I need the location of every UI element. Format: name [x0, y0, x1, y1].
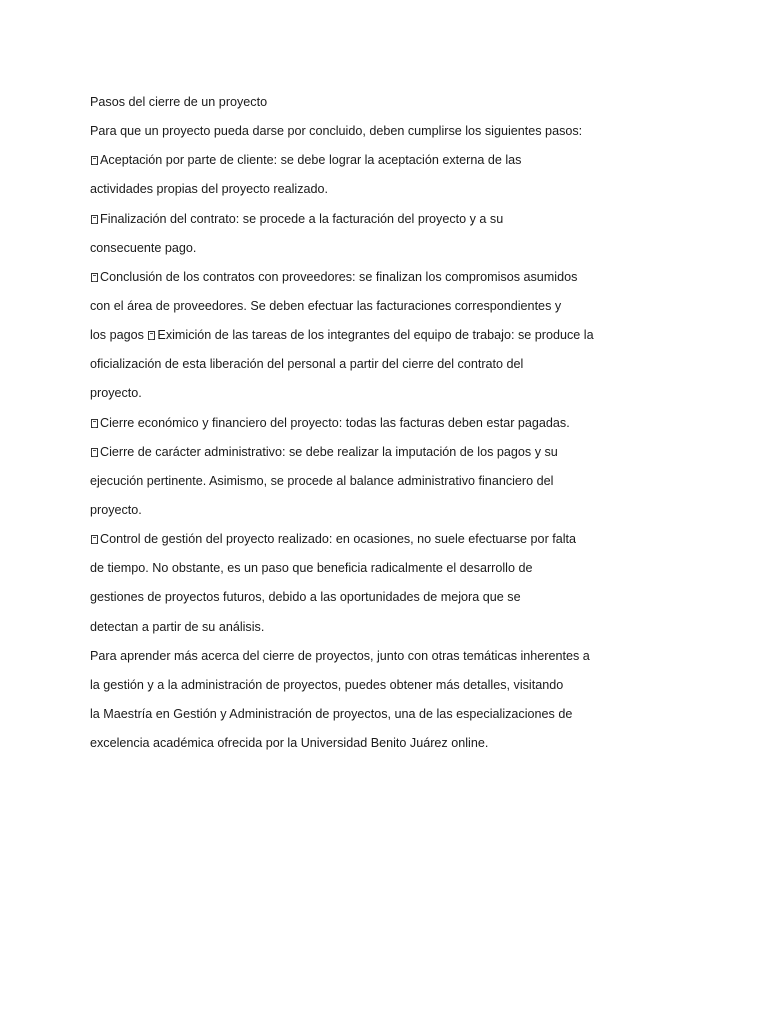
step-economic-line	[90, 409, 730, 438]
step-administrative-text: Cierre de carácter administrativo: se debe realizar la imputación de los pagos y su	[100, 444, 558, 459]
closing-paragraph-line: Para aprender más acerca del cierre de proyectos, junto con otras temáticas inherentes a	[90, 648, 590, 663]
unknown-glyph-box-icon	[91, 156, 98, 165]
intro-line: Para que un proyecto pueda darse por concluido, deben cumplirse los siguientes pasos:	[90, 124, 583, 139]
closing-paragraph-line: la Maestría en Gestión y Administración de proyectos, una de las especializaciones de	[90, 706, 573, 721]
step-suppliers-line	[90, 263, 730, 292]
step-team-line	[90, 321, 730, 350]
step-control-line	[90, 525, 730, 554]
payments-text: los pagos	[90, 328, 144, 343]
unknown-glyph-box-icon	[91, 273, 98, 282]
step-administrative-line	[90, 438, 730, 467]
unknown-glyph-box-icon	[91, 535, 98, 544]
unknown-glyph-box-icon	[91, 419, 98, 428]
text-line: con el área de proveedores. Se deben efectuar las facturaciones correspondientes y	[90, 298, 562, 313]
step-control-text: Control de gestión del proyecto realizado: en ocasiones, no suele efectuarse por falta	[100, 532, 577, 547]
text-line: actividades propias del proyecto realizado.	[90, 182, 329, 197]
text-line: oficialización de esta liberación del personal a partir del cierre del contrato del	[90, 357, 524, 372]
step-team-text: Eximición de las tareas de los integrantes del equipo de trabajo: se produce la	[157, 328, 594, 343]
unknown-glyph-box-icon	[91, 448, 98, 457]
step-contract-line	[90, 205, 730, 234]
document-body	[90, 88, 730, 758]
document-title: Pasos del cierre de un proyecto	[90, 95, 268, 109]
step-contract-text: Finalización del contrato: se procede a la facturación del proyecto y a su	[100, 211, 504, 226]
step-acceptance-line	[90, 146, 730, 175]
text-line: gestiones de proyectos futuros, debido a las oportunidades de mejora que se	[90, 590, 521, 605]
text-line: ejecución pertinente. Asimismo, se procede al balance administrativo financiero del	[90, 473, 554, 488]
text-line: proyecto.	[90, 386, 142, 401]
unknown-glyph-box-icon	[148, 331, 155, 340]
unknown-glyph-box-icon	[91, 215, 98, 224]
text-line: de tiempo. No obstante, es un paso que beneficia radicalmente el desarrollo de	[90, 561, 533, 576]
closing-paragraph-line: la gestión y a la administración de proyectos, puedes obtener más detalles, visitando	[90, 677, 564, 692]
text-line: consecuente pago.	[90, 240, 197, 255]
step-economic-text: Cierre económico y financiero del proyecto: todas las facturas deben estar pagadas.	[100, 415, 570, 430]
closing-paragraph-line: excelencia académica ofrecida por la Universidad Benito Juárez online.	[90, 736, 489, 751]
step-acceptance-text: Aceptación por parte de cliente: se debe lograr la aceptación externa de las	[100, 153, 522, 168]
step-suppliers-text: Conclusión de los contratos con proveedores: se finalizan los compromisos asumidos	[100, 269, 578, 284]
text-line: proyecto.	[90, 502, 142, 517]
text-line: detectan a partir de su análisis.	[90, 619, 265, 634]
